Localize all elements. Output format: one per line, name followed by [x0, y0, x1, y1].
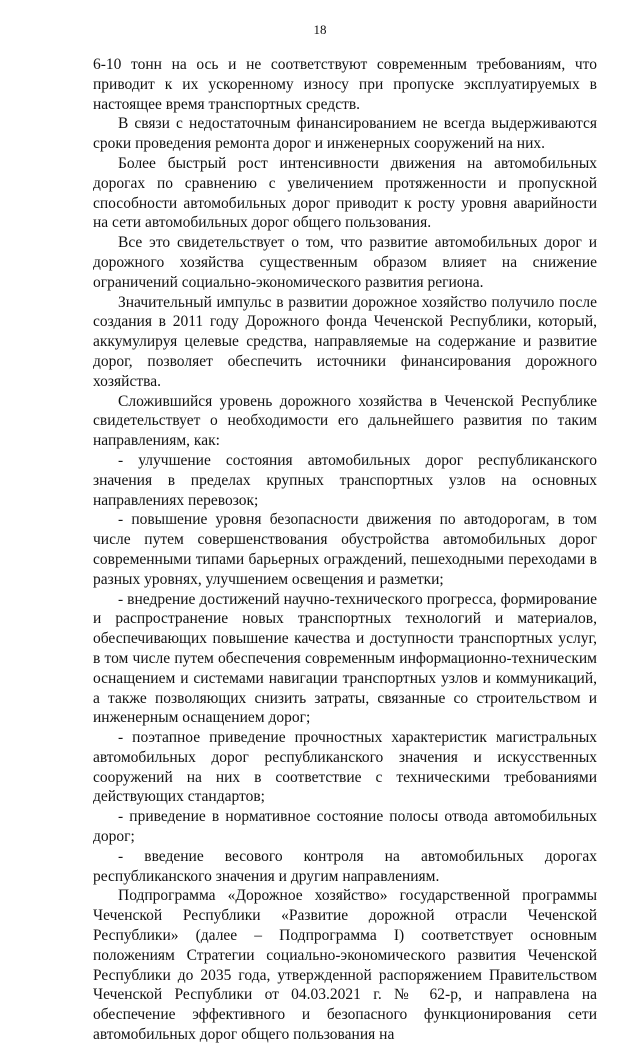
list-item: - поэтапное приведение прочностных характеристик магистральных автомобильных дорог республиканского значения и искусственных сооружений на них в соответствие с техническими требованиями действующих стандартов; — [93, 729, 597, 806]
paragraph: Подпрограмма «Дорожное хозяйство» государственной программы Чеченской Республики «Развитие дорожной отрасли Чеченской Республики» (далее – Подпрограмма I) соответствует основным положениям Стратегии социально-экономического развития Чеченской Республики до 2035 года, утвержденной распоряжением Правительством Чеченской Республики от 04.03.2021 г. № 62-р, и направлена на обеспечение эффективного и безопасного функционирования сети автомобильных дорог общего пользования на — [93, 887, 597, 1044]
list-item: - внедрение достижений научно-технического прогресса, формирование и распространение новых транспортных технологий и материалов, обеспечивающих повышение качества и доступности транспортных услуг, в том числе путем обеспечения современным информационно-техническим оснащением и системами навигации транспортных узлов и коммуникаций, а также позволяющих снизить затраты, связанные со строительством и инженерным оснащением дорог; — [93, 590, 597, 727]
paragraph: Все это свидетельствует о том, что развитие автомобильных дорог и дорожного хозяйства существенным образом влияет на снижение ограничений социально-экономического развития региона. — [93, 234, 597, 291]
paragraph: Сложившийся уровень дорожного хозяйства в Чеченской Республике свидетельствует о необходимости его дальнейшего развития по таким направлениям, как: — [93, 392, 597, 450]
list-item: - повышение уровня безопасности движения по автодорогам, в том числе путем совершенствования обустройства автомобильных дорог современными типами барьерных ограждений, пешеходными переходами в разных уровнях, улучшением освещения и разметки; — [93, 511, 597, 588]
paragraph: Более быстрый рост интенсивности движения на автомобильных дорогах по сравнению с увеличением протяженности и пропускной способности автомобильных дорог приводит к росту уровня аварийности на сети автомобильных дорог общего пользования. — [93, 154, 597, 232]
list-item: - введение весового контроля на автомобильных дорогах республиканского значения и другим направлениям. — [93, 847, 597, 885]
paragraph: Значительный импульс в развитии дорожное хозяйство получило после создания в 2011 году Дорожного фонда Чеченской Республики, который, аккумулируя целевые средства, направляемые на содержание и развитие дорог, позволяет обеспечить источники финансирования дорожного хозяйства. — [93, 293, 597, 390]
document-body — [93, 55, 597, 1045]
list-item: - улучшение состояния автомобильных дорог республиканского значения в пределах крупных транспортных узлов на основных направлениях перевозок; — [93, 451, 597, 509]
page-number: 18 — [313, 22, 327, 37]
paragraph-continued: 6-10 тонн на ось и не соответствуют современным требованиям, что приводит к их ускоренному износу при пропуске эксплуатируемых в настоящее время транспортных средств. — [93, 56, 597, 113]
list-item: - приведение в нормативное состояние полосы отвода автомобильных дорог; — [93, 808, 597, 846]
paragraph: В связи с недостаточным финансированием не всегда выдерживаются сроки проведения ремонта дорог и инженерных сооружений на них. — [93, 115, 597, 153]
